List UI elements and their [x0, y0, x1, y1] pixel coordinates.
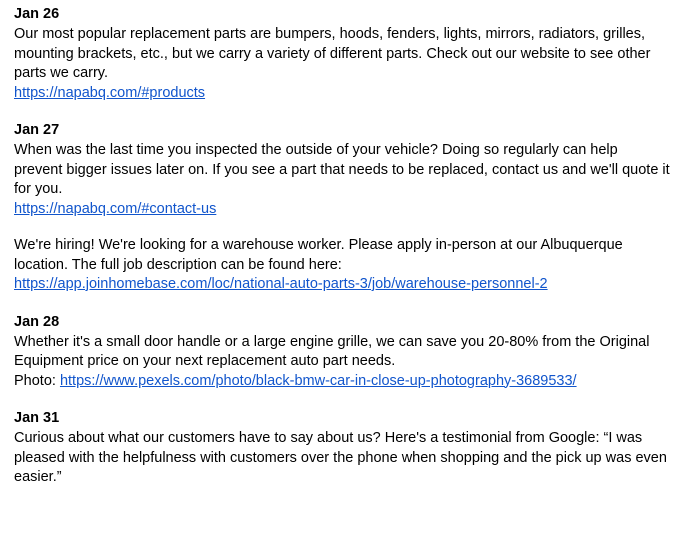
entry-body: Whether it's a small door handle or a large engine grille, we can save you 20-80% from the Original Equipment price on your next replacement auto part needs.	[14, 333, 650, 369]
entry-body: Our most popular replacement parts are bumpers, hoods, fenders, lights, mirrors, radiators, grilles, mounting brackets, etc., but we carry a variety of different parts. Check out our website to see other parts we carry.	[14, 26, 651, 81]
spacer	[14, 219, 670, 236]
post-entry-jan-31	[14, 408, 670, 488]
photo-credit-line	[14, 372, 670, 392]
entry-body: Curious about what our customers have to say about us? Here's a testimonial from Google: “I was pleased with the helpfulness with customers over the phone when shopping and the pick up was even easier.”	[14, 430, 667, 485]
post-entry-jan-27	[14, 120, 670, 219]
entry-date: Jan 27	[14, 122, 60, 138]
contact-us-link[interactable]: https://napabq.com/#contact-us	[14, 200, 217, 217]
photo-label: Photo:	[14, 372, 60, 389]
spacer	[14, 103, 670, 120]
post-entry-jan-26	[14, 4, 670, 103]
spacer	[14, 295, 670, 312]
photo-link[interactable]: https://www.pexels.com/photo/black-bmw-car-in-close-up-photography-3689533/	[59, 372, 577, 389]
products-link[interactable]: https://napabq.com/#products	[14, 84, 206, 101]
entry-date: Jan 28	[14, 313, 60, 330]
entry-body: When was the last time you inspected the outside of your vehicle? Doing so regularly can help prevent bigger issues later on. If you see a part that needs to be replaced, contact us and we'll quote it for you.	[14, 142, 670, 197]
post-entry-jan-28	[14, 312, 670, 392]
spacer	[14, 391, 670, 408]
entry-body: We're hiring! We're looking for a warehouse worker. Please apply in-person at our Albuquerque location. The full job description can be found here:	[14, 237, 623, 273]
post-entry-hiring	[14, 236, 670, 295]
entry-date: Jan 31	[14, 410, 60, 426]
job-listing-link[interactable]: https://app.joinhomebase.com/loc/national-auto-parts-3/job/warehouse-personnel-2	[14, 276, 548, 292]
entry-date: Jan 26	[14, 6, 60, 22]
